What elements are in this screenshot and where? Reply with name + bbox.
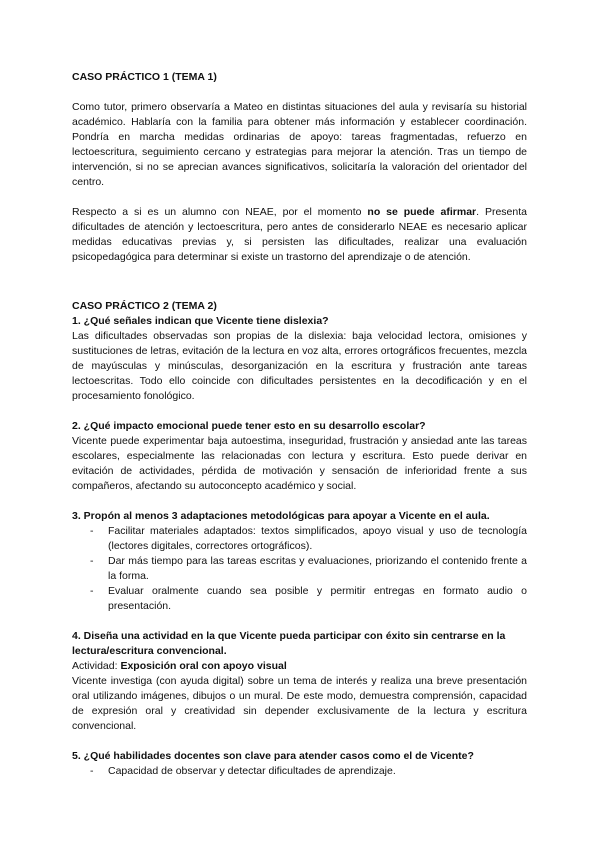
caso1-p2-emphasis: no se puede afirmar: [367, 206, 477, 218]
answer-4-activity: [72, 659, 527, 674]
activity-label: Actividad:: [72, 660, 121, 672]
caso1-p2-start: Respecto a si es un alumno con NEAE, por el momento: [72, 206, 368, 218]
document-body: [72, 70, 527, 779]
question-4: 4. Diseña una actividad en la que Vicente pueda participar con éxito sin centrarse en la lectura/escritura convencional.: [72, 630, 506, 657]
answer-4: Vicente investiga (con ayuda digital) sobre un tema de interés y realiza una breve presentación oral utilizando imágenes, dibujos o un mural. De este modo, demuestra comprensión, capacidad de expresión oral y creatividad sin depender exclusivamente de la lectura y escritura convencional.: [72, 675, 527, 732]
answer-2: Vicente puede experimentar baja autoestima, inseguridad, frustración y ansiedad ante las tareas escolares, especialmente las relacionadas con lectura y escritura. Esto puede derivar en evitación de actividades, pérdida de motivación y sensación de inferioridad frente a sus compañeros, afectando su autoconcepto académico y social.: [72, 435, 527, 492]
question-2: 2. ¿Qué impacto emocional puede tener esto en su desarrollo escolar?: [72, 420, 426, 432]
list-item: - Capacidad de observar y detectar dificultades de aprendizaje.: [72, 764, 527, 779]
question-3: 3. Propón al menos 3 adaptaciones metodológicas para apoyar a Vicente en el aula.: [72, 510, 490, 522]
caso1-paragraph-1: Como tutor, primero observaría a Mateo en distintas situaciones del aula y revisaría su historial académico. Hablaría con la familia para obtener más información y establecer coordinación. Pondría en marcha medidas ordinarias de apoyo: tareas fragmentadas, refuerzo en lectoescritura, seguimiento cercano y estrategias para mejorar la atención. Tras un tiempo de intervención, si no se aprecian avances significativos, solicitaría la valoración del orientador del centro.: [72, 101, 527, 188]
caso1-p2-end: . Presenta dificultades de atención y lectoescritura, pero antes de considerarlo NEAE es necesario aplicar medidas educativas previas y, si persisten las dificultades, realizar una evaluación psicopedagógica para determinar si existe un trastorno del aprendizaje o de atención.: [72, 206, 527, 263]
answer-1: Las dificultades observadas son propias de la dislexia: baja velocidad lectora, omisiones y sustituciones de letras, evitación de la lectura en voz alta, errores ortográficos frecuentes, mezcla de mayúsculas y minúsculas, desorganización en la escritura y frustración ante tareas lectoescritas. Todo ello coincide con dificultades persistentes en la decodificación y en el procesamiento fonológico.: [72, 330, 527, 402]
answer-3-list: [72, 524, 527, 614]
activity-name: Exposición oral con apoyo visual: [120, 660, 287, 672]
question-1: 1. ¿Qué señales indican que Vicente tiene dislexia?: [72, 315, 329, 327]
caso1-paragraph-2: [72, 205, 527, 265]
list-item: - Evaluar oralmente cuando sea posible y permitir entregas en formato audio o presentación.: [72, 584, 527, 614]
list-item: - Facilitar materiales adaptados: textos simplificados, apoyo visual y uso de tecnología (lectores digitales, correctores ortográficos).: [72, 524, 527, 554]
answer-5-list: [72, 764, 527, 779]
caso2-title: CASO PRÁCTICO 2 (TEMA 2): [72, 300, 217, 312]
caso1-title: CASO PRÁCTICO 1 (TEMA 1): [72, 71, 217, 83]
question-5: 5. ¿Qué habilidades docentes son clave para atender casos como el de Vicente?: [72, 750, 474, 762]
list-item: - Dar más tiempo para las tareas escritas y evaluaciones, priorizando el contenido frente a la forma.: [72, 554, 527, 584]
